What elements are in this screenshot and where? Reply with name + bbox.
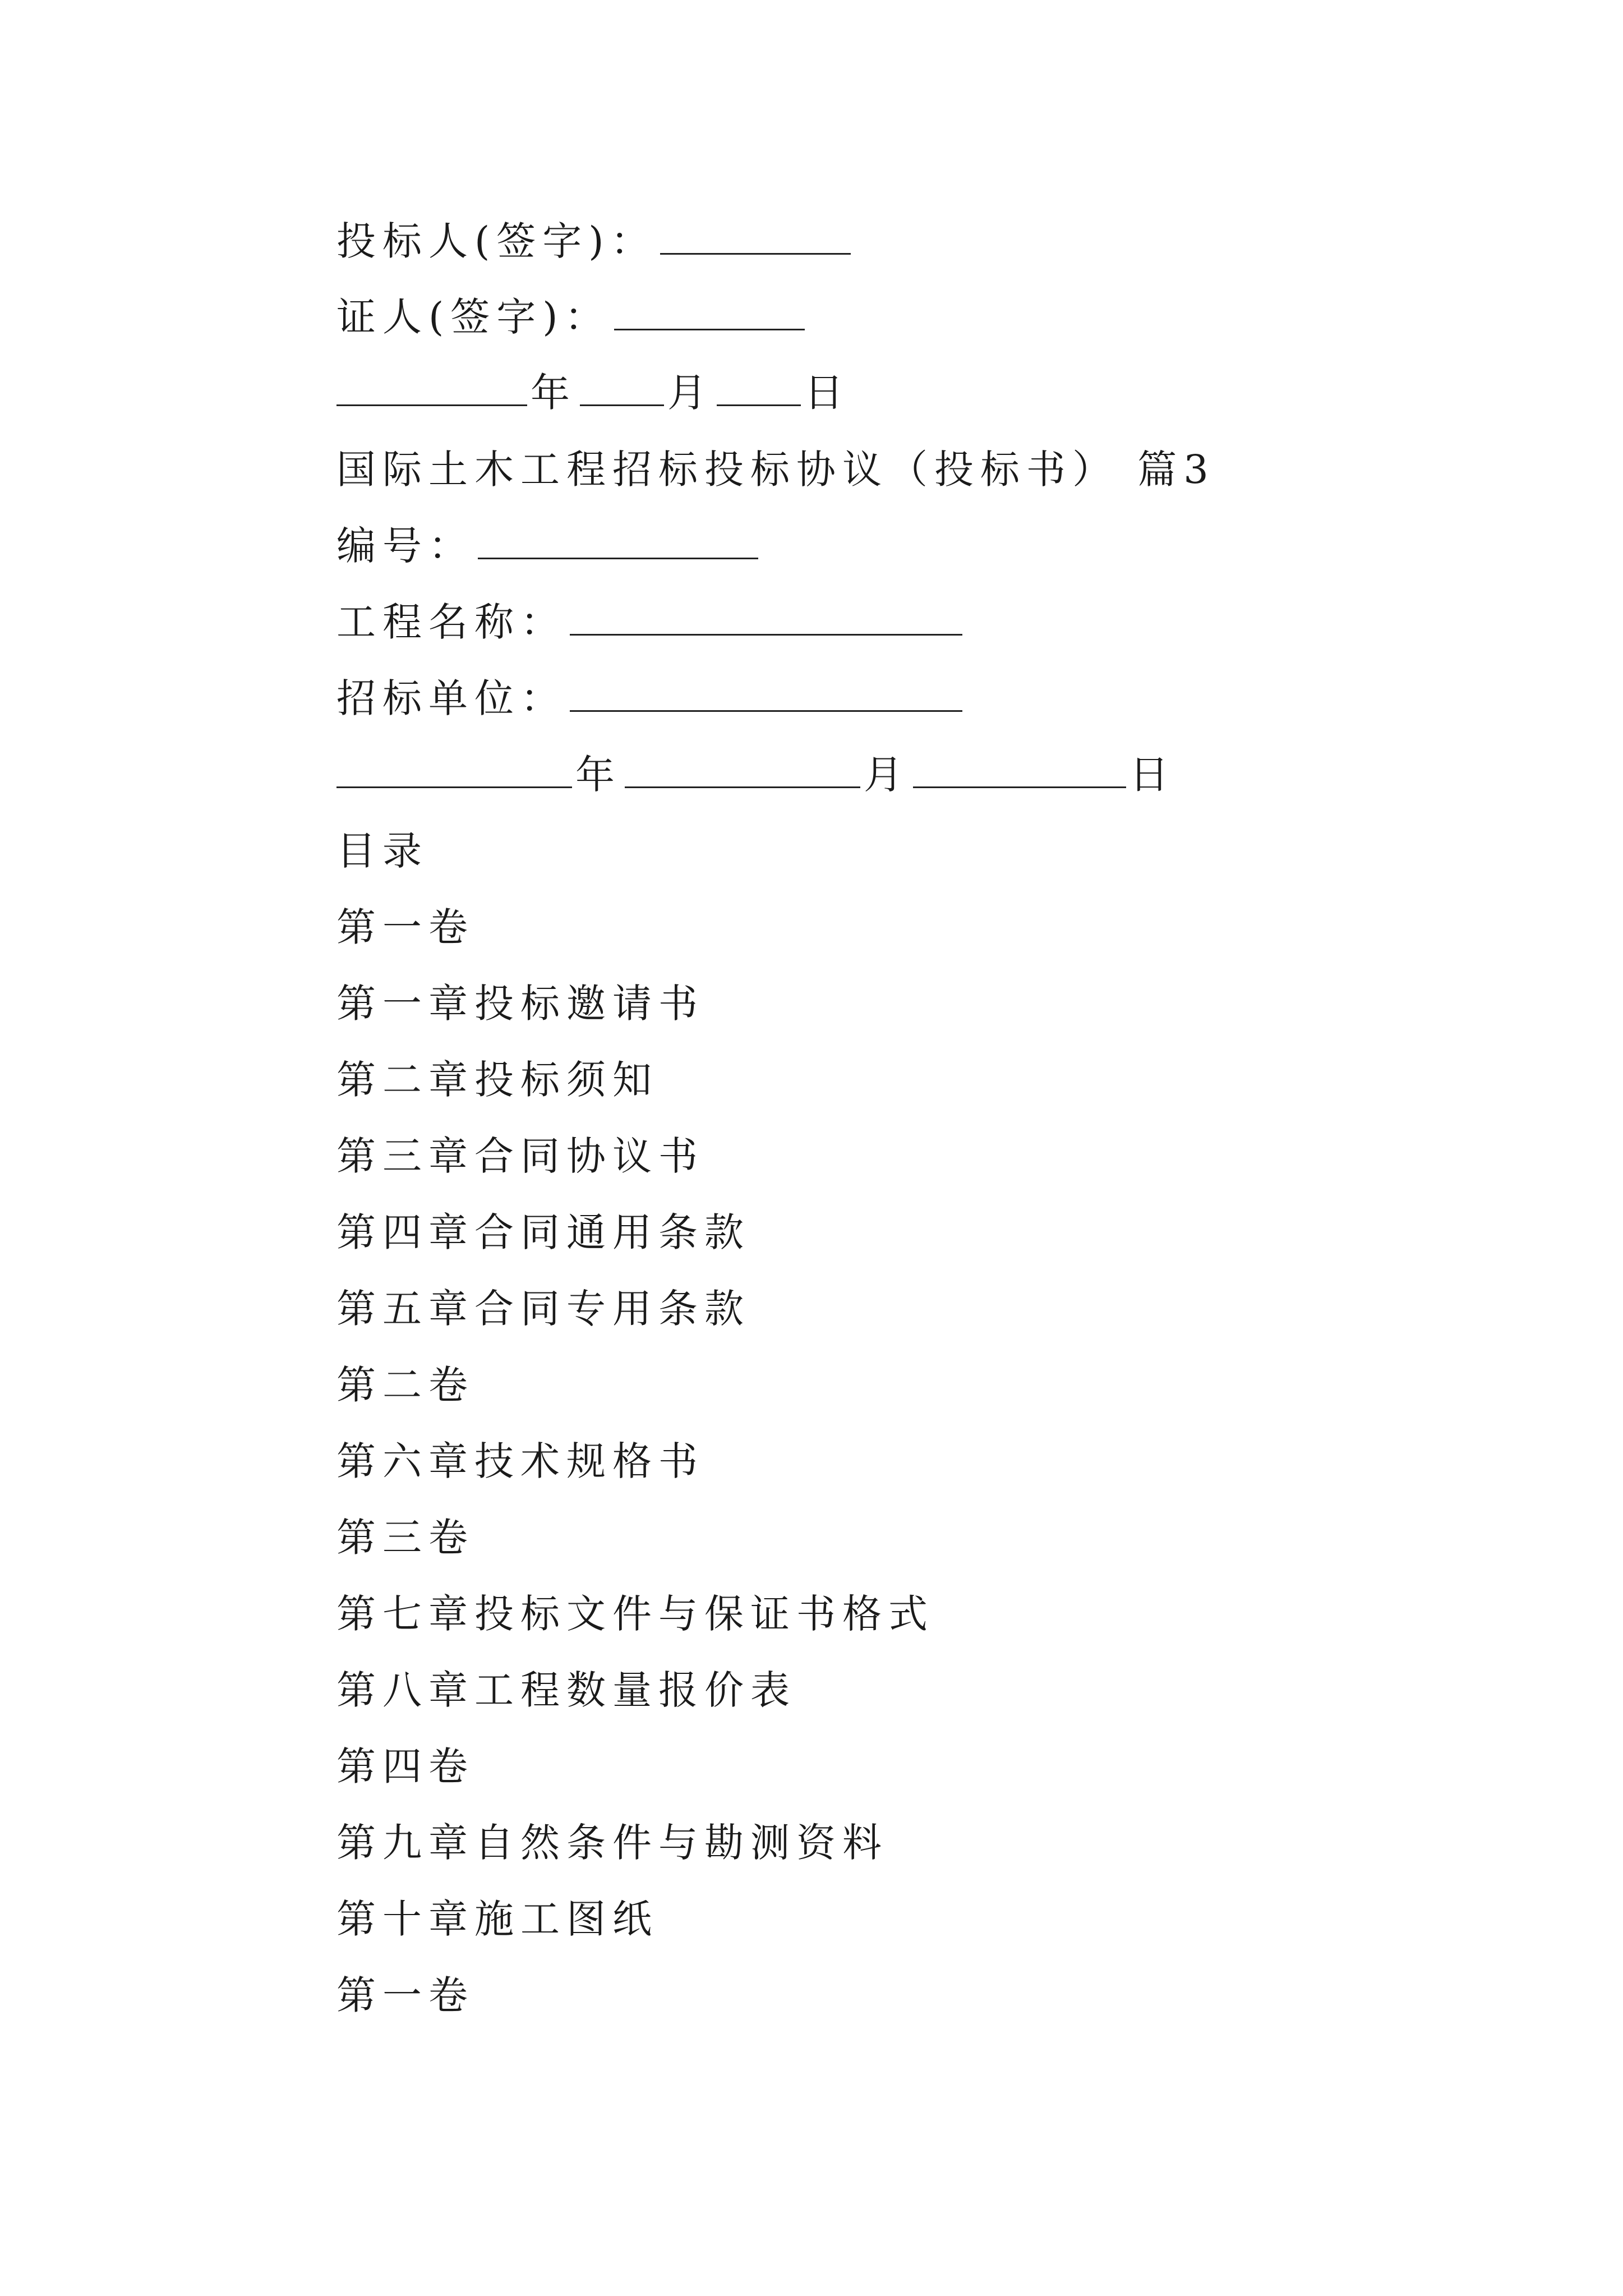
cover-day-unit: 日 (1129, 752, 1175, 798)
signature-day-blank[interactable] (717, 365, 801, 406)
cover-date-line (336, 744, 1175, 806)
toc-item: 第九章自然条件与勘测资料 (336, 1820, 888, 1866)
toc-item: 第四章合同通用条款 (336, 1209, 750, 1255)
project-name-blank[interactable] (570, 595, 962, 636)
project-name-label: 工程名称： (336, 599, 566, 645)
cover-month-unit: 月 (864, 752, 910, 798)
cover-year-blank[interactable] (336, 747, 572, 788)
witness-signature-label: 证人(签字)： (336, 294, 611, 340)
signature-month-unit: 月 (667, 370, 713, 416)
bidder-signature-label: 投标人(签字)： (336, 218, 657, 264)
cover-month-blank[interactable] (625, 747, 860, 788)
toc-heading: 目录 (336, 828, 428, 874)
toc-item: 第三章合同协议书 (336, 1133, 704, 1179)
tender-unit-blank[interactable] (570, 671, 962, 712)
toc-item: 第六章技术规格书 (336, 1438, 704, 1484)
toc-item: 第四卷 (336, 1743, 474, 1789)
number-line (336, 515, 762, 577)
cover-year-unit: 年 (575, 752, 621, 798)
tender-unit-label: 招标单位： (336, 675, 566, 721)
cover-day-blank[interactable] (913, 747, 1126, 788)
toc-item: 第七章投标文件与保证书格式 (336, 1591, 934, 1637)
toc-item: 第一卷 (336, 904, 474, 950)
tender-unit-line (336, 668, 966, 729)
toc-item: 第一章投标邀请书 (336, 981, 704, 1027)
signature-year-blank[interactable] (336, 365, 527, 406)
section-title: 国际土木工程招标投标协议（投标书） 篇3 (336, 447, 1215, 493)
toc-item: 第三卷 (336, 1515, 474, 1561)
project-name-line (336, 591, 966, 653)
toc-item: 第二章投标须知 (336, 1057, 658, 1103)
signature-day-unit: 日 (804, 370, 850, 416)
bidder-signature-blank[interactable] (660, 214, 851, 255)
signature-year-unit: 年 (531, 370, 577, 416)
witness-signature-line (336, 286, 808, 348)
bidder-signature-line (336, 210, 854, 272)
toc-item: 第八章工程数量报价表 (336, 1667, 796, 1713)
toc-item: 第十章施工图纸 (336, 1896, 658, 1942)
number-label: 编号： (336, 523, 474, 569)
witness-signature-blank[interactable] (614, 289, 805, 330)
toc-item: 第一卷 (336, 1972, 474, 2018)
toc-item: 第五章合同专用条款 (336, 1286, 750, 1332)
number-blank[interactable] (478, 518, 758, 559)
signature-month-blank[interactable] (580, 365, 664, 406)
toc-item: 第二卷 (336, 1362, 474, 1408)
signature-date-line (336, 362, 850, 424)
